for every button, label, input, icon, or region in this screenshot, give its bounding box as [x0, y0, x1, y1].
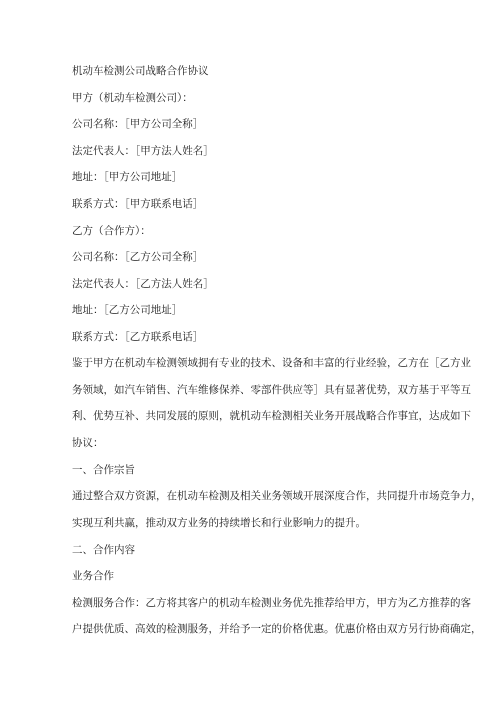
preamble-line: 务领域，如汽车销售、汽车维修保养、零部件供应等］具有显著优势，双方基于平等互 — [72, 383, 471, 396]
section-2-line: 检测服务合作：乙方将其客户的机动车检测业务优先推荐给甲方，甲方为乙方推荐的客 — [72, 596, 471, 609]
party-b-address: 地址：［乙方公司地址］ — [72, 304, 183, 317]
section-1-line: 通过整合双方资源，在机动车检测及相关业务领域开展深度合作，共同提升市场竞争力， — [72, 490, 482, 503]
party-a-company: 公司名称：［甲方公司全称］ — [72, 118, 204, 131]
document-body — [72, 64, 482, 649]
section-2-paragraph — [72, 590, 482, 643]
preamble-paragraph — [72, 350, 471, 456]
section-2-subheading: 业务合作 — [72, 570, 114, 583]
document-title: 机动车检测公司战略合作协议 — [72, 65, 209, 77]
party-a-address: 地址：［甲方公司地址］ — [72, 171, 183, 184]
party-a-contact: 联系方式：［甲方联系电话］ — [72, 197, 204, 210]
preamble-line: 协议： — [72, 437, 104, 450]
party-b-company: 公司名称：［乙方公司全称］ — [72, 251, 204, 264]
section-1-heading: 一、合作宗旨 — [72, 463, 135, 476]
party-b-heading: 乙方（合作方）： — [72, 224, 151, 237]
party-b-contact: 联系方式：［乙方联系电话］ — [72, 330, 204, 343]
section-1-paragraph — [72, 483, 482, 536]
party-a-heading: 甲方（机动车检测公司）： — [72, 91, 193, 104]
party-a-representative: 法定代表人：［甲方法人姓名］ — [72, 144, 214, 157]
preamble-line: 鉴于甲方在机动车检测领域拥有专业的技术、设备和丰富的行业经验，乙方在［乙方业 — [72, 357, 471, 370]
preamble-line: 利、优势互补、共同发展的原则，就机动车检测相关业务开展战略合作事宜，达成如下 — [72, 410, 471, 423]
section-2-line: 户提供优质、高效的检测服务，并给予一定的价格优惠。优惠价格由双方另行协商确定， — [72, 623, 482, 636]
party-b-representative: 法定代表人：［乙方法人姓名］ — [72, 277, 214, 290]
section-1-line: 实现互利共赢，推动双方业务的持续增长和行业影响力的提升。 — [72, 516, 366, 529]
section-2-heading: 二、合作内容 — [72, 543, 135, 556]
